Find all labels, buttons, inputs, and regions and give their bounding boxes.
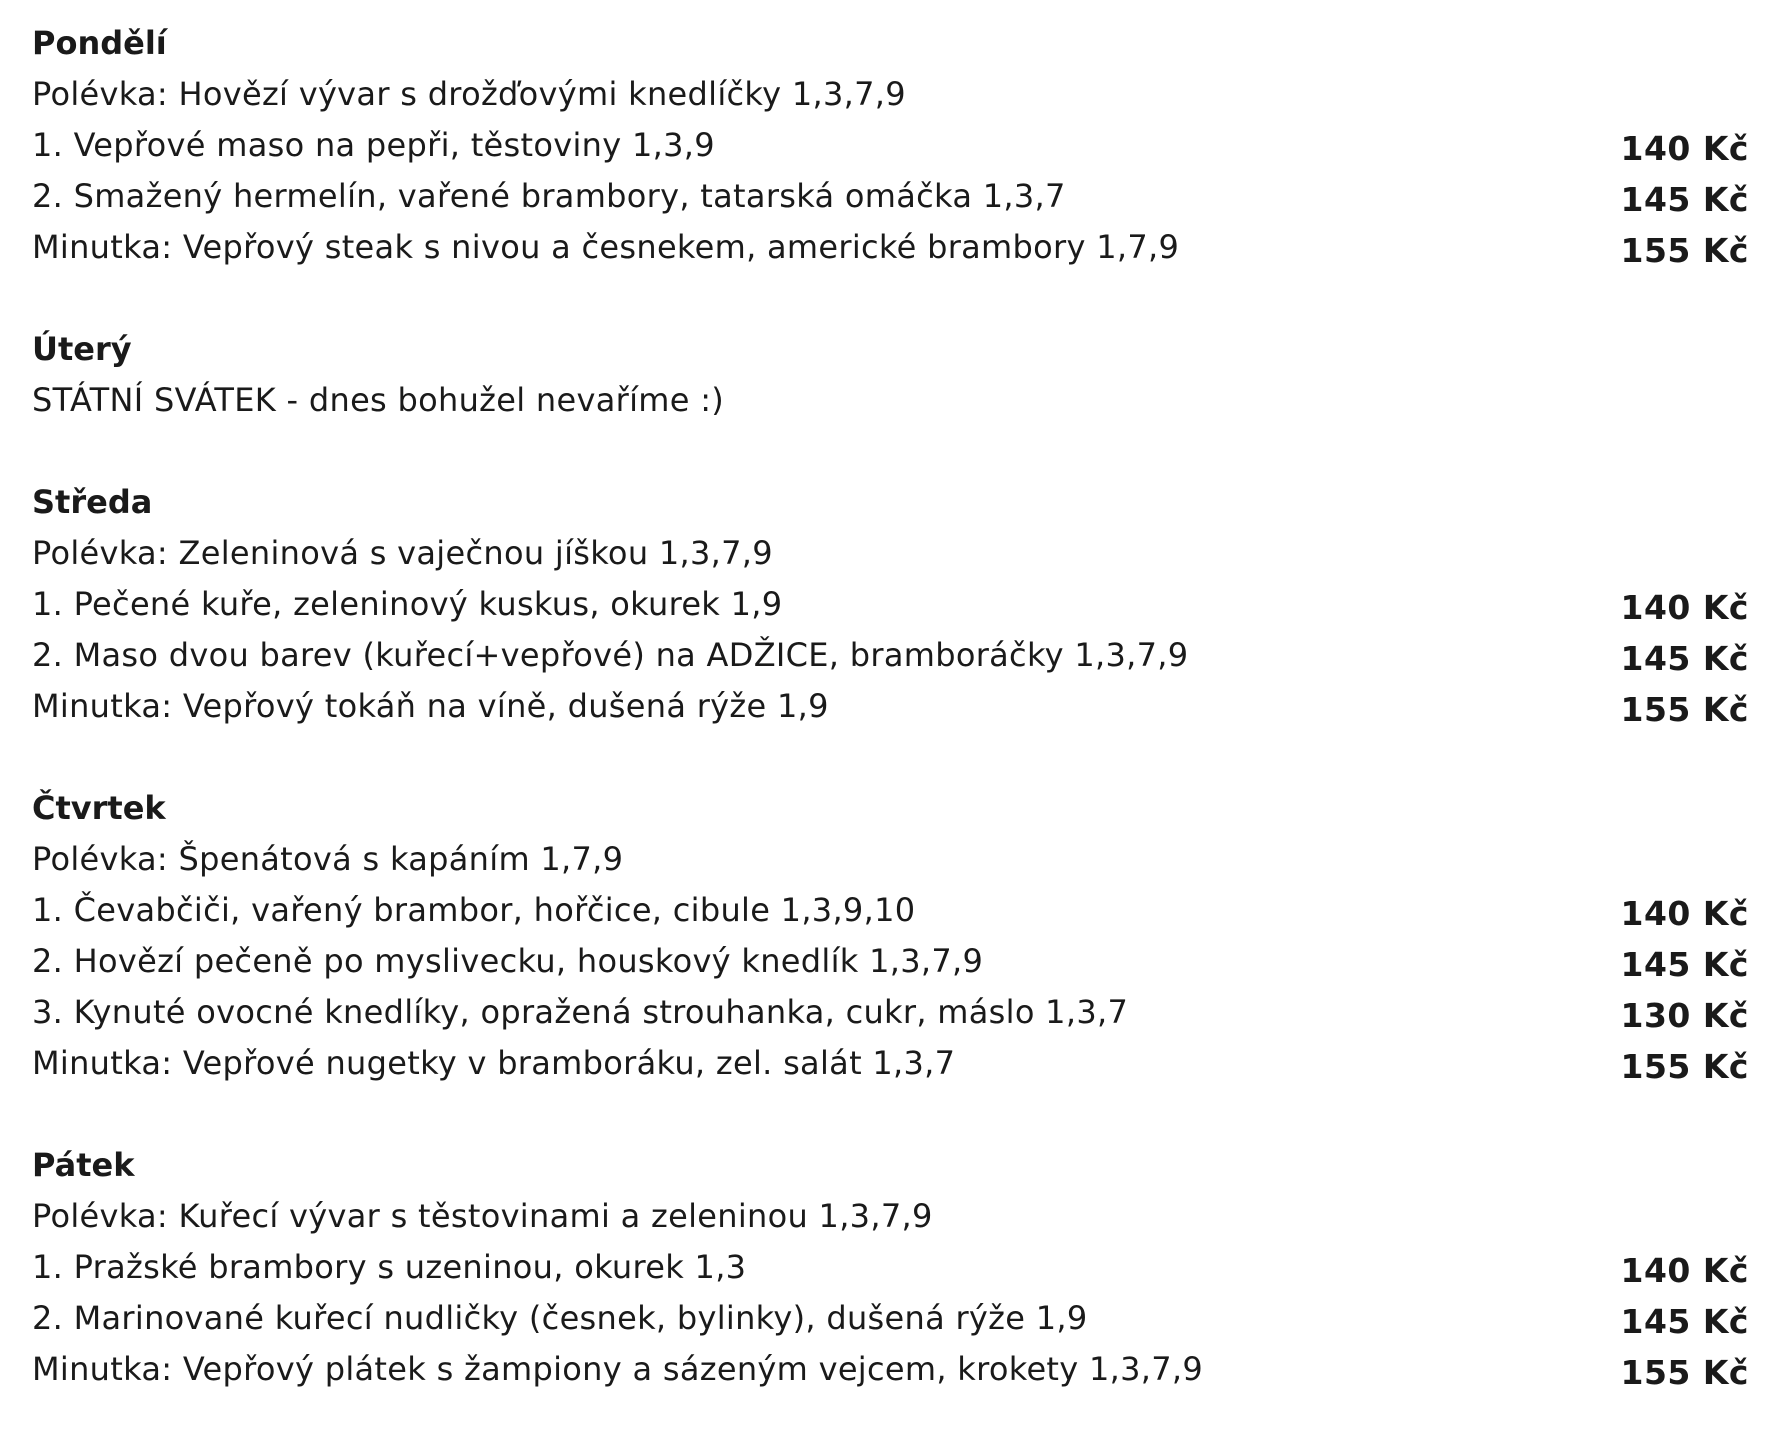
menu-item-text: 3. Kynuté ovocné knedlíky, opražená strouhanka, cukr, máslo 1,3,7 (32, 993, 1129, 1031)
menu-row-notice (32, 375, 1749, 426)
menu-row (32, 222, 1749, 273)
menu-item-price: 145 Kč (1620, 639, 1749, 678)
menu-item-text: Polévka: Kuřecí vývar s těstovinami a zeleninou 1,3,7,9 (32, 1197, 933, 1235)
menu-item-price: 145 Kč (1620, 945, 1749, 984)
menu-row (32, 1293, 1749, 1344)
day-title: Pondělí (32, 24, 167, 62)
day-section-friday (32, 1140, 1749, 1395)
menu-item-text: 2. Hovězí pečeně po myslivecku, houskový knedlík 1,3,7,9 (32, 942, 984, 980)
menu-item-text: 1. Čevabčiči, vařený brambor, hořčice, cibule 1,3,9,10 (32, 891, 916, 929)
menu-row (32, 1038, 1749, 1089)
menu-item-price: 140 Kč (1620, 894, 1749, 933)
menu-item-text: 1. Pražské brambory s uzeninou, okurek 1,3 (32, 1248, 747, 1286)
day-section-tuesday (32, 324, 1749, 426)
menu-row-soup (32, 834, 1749, 885)
menu-item-text: 2. Smažený hermelín, vařené brambory, tatarská omáčka 1,3,7 (32, 177, 1066, 215)
menu-item-price: 130 Kč (1620, 996, 1749, 1035)
menu-row (32, 885, 1749, 936)
day-title: Středa (32, 483, 153, 521)
menu-row (32, 630, 1749, 681)
menu-row (32, 681, 1749, 732)
day-title: Pátek (32, 1146, 135, 1184)
day-section-wednesday (32, 477, 1749, 732)
menu-row (32, 936, 1749, 987)
menu-item-price: 140 Kč (1620, 129, 1749, 168)
menu-row (32, 1242, 1749, 1293)
menu-row (32, 987, 1749, 1038)
menu-item-price: 155 Kč (1620, 231, 1749, 270)
menu-item-price: 155 Kč (1620, 1353, 1749, 1392)
menu-item-price: 155 Kč (1620, 690, 1749, 729)
menu-row (32, 120, 1749, 171)
day-section-monday (32, 18, 1749, 273)
menu-item-text: Minutka: Vepřový steak s nivou a česnekem, americké brambory 1,7,9 (32, 228, 1180, 266)
day-section-thursday (32, 783, 1749, 1089)
menu-row-soup (32, 69, 1749, 120)
menu-item-text: Minutka: Vepřové nugetky v bramboráku, zel. salát 1,3,7 (32, 1044, 956, 1082)
menu-item-price: 140 Kč (1620, 588, 1749, 627)
menu-item-price: 140 Kč (1620, 1251, 1749, 1290)
menu-item-text: 1. Vepřové maso na pepři, těstoviny 1,3,9 (32, 126, 715, 164)
holiday-notice: STÁTNÍ SVÁTEK - dnes bohužel nevaříme :) (32, 381, 725, 419)
menu-item-text: Polévka: Hovězí vývar s drožďovými knedlíčky 1,3,7,9 (32, 75, 906, 113)
menu-item-text: 2. Marinované kuřecí nudličky (česnek, bylinky), dušená rýže 1,9 (32, 1299, 1088, 1337)
day-title: Úterý (32, 330, 132, 368)
menu-item-text: 1. Pečené kuře, zeleninový kuskus, okurek 1,9 (32, 585, 783, 623)
menu-item-text: Minutka: Vepřový plátek s žampiony a sázeným vejcem, krokety 1,3,7,9 (32, 1350, 1204, 1388)
menu-item-text: Polévka: Zeleninová s vaječnou jíškou 1,3,7,9 (32, 534, 773, 572)
day-title: Čtvrtek (32, 789, 166, 827)
menu-item-price: 145 Kč (1620, 180, 1749, 219)
menu-item-text: Minutka: Vepřový tokáň na víně, dušená rýže 1,9 (32, 687, 829, 725)
menu-row (32, 1344, 1749, 1395)
menu-item-price: 155 Kč (1620, 1047, 1749, 1086)
weekly-menu (32, 18, 1749, 1446)
menu-row-soup (32, 1191, 1749, 1242)
menu-item-text: 2. Maso dvou barev (kuřecí+vepřové) na ADŽICE, bramboráčky 1,3,7,9 (32, 636, 1189, 674)
menu-row (32, 579, 1749, 630)
menu-row (32, 171, 1749, 222)
menu-item-text: Polévka: Špenátová s kapáním 1,7,9 (32, 840, 624, 878)
menu-row-soup (32, 528, 1749, 579)
menu-item-price: 145 Kč (1620, 1302, 1749, 1341)
